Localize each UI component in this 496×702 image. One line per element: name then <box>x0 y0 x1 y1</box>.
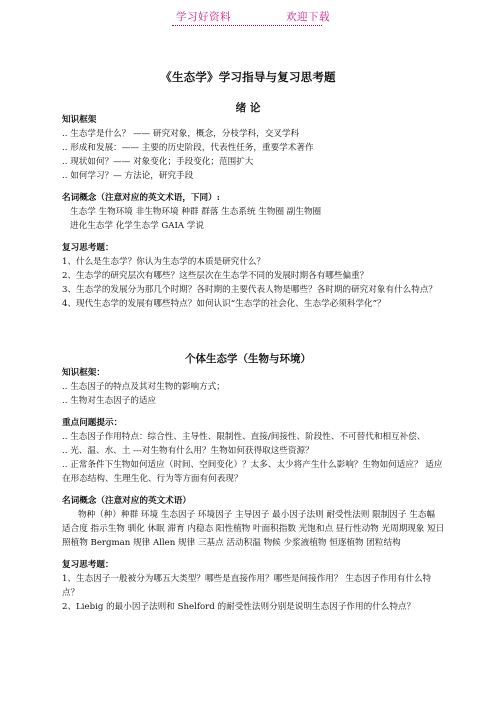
framework-item: .. 形成和发展：—— 主要的历史阶段，代表性任务，重要学术著作 <box>62 143 314 153</box>
review-question: 3、生态学的发展分为那几个时期？各时期的主要代表人物是哪些？各时期的研究对象有什么特点？ <box>62 285 438 295</box>
terms-heading: 名词概念（注意对应的英文术语） <box>62 496 191 506</box>
review-question: 2、生态学的研究层次有哪些？这些层次在生态学不同的发展时期各有哪些偏重？ <box>62 271 369 281</box>
page-header <box>0 9 496 29</box>
framework-item: .. 现状如何？—— 对象变化；手段变化；范围扩大 <box>62 157 254 167</box>
review-question: 1、什么是生态学？你认为生态学的本质是研究什么？ <box>62 257 266 267</box>
review-heading: 复习思考题： <box>62 560 114 570</box>
header-rule <box>172 25 322 26</box>
section-intro-body <box>62 113 446 311</box>
header-left-text: 学习好资料 <box>176 11 231 23</box>
document-title: 《生态学》学习指导与复习思考题 <box>160 70 336 84</box>
review-question: 1、生态因子一般被分为哪五大类型？哪些是直接作用？哪些是间接作用？ 生态因子作用有什么特点？ <box>62 574 432 598</box>
key-points-heading: 重点问题提示： <box>62 418 123 428</box>
framework-heading: 知识框架： <box>62 368 105 378</box>
framework-heading: 知识框架 <box>62 115 97 125</box>
terms-line: 进化生态学 化学生态学 GAIA 学说 <box>70 221 204 231</box>
review-heading: 复习思考题： <box>62 243 114 253</box>
framework-item: .. 生态因子的特点及其对生物的影响方式； <box>62 382 225 392</box>
framework-item: .. 如何学习？— 方法论，研究手段 <box>62 171 194 181</box>
framework-item: .. 生物对生态因子的适应 <box>62 396 157 406</box>
terms-line: 生态学 生物环境 非生物环境 种群 群落 生态系统 生物圈 副生物圈 <box>70 207 322 217</box>
review-question: 2、Liebig 的最小因子法则和 Shelford 的耐受性法则分别是说明生态因子作用的什么特点？ <box>62 602 416 612</box>
header-right-text: 欢迎下载 <box>286 11 330 23</box>
terms-paragraph: 物种（种）种群 环境 生态因子 环境因子 主导因子 最小因子法则 耐受性法则 限制因子 生态幅 适合度 指示生物 驯化 休眠 滞育 内稳态 阳性植物 叶面积指数 光饱和点 昼行性动物 光周期现象 短日照植物 Bergman 规律 Allen 规律 三基点 活动积温 物候 少浆液植物 恒逐植物 团粒结构 <box>62 510 445 548</box>
terms-heading: 名词概念（注意对应的英文术语，下同）: <box>62 193 220 203</box>
key-point: .. 正常条件下生物如何适应（时间、空间变化）？太多、太少将产生什么影响？生物如何适应？ 适应在形态结构、生理生化、行为等方面有何表现？ <box>62 460 443 484</box>
section-title-intro: 绪 论 <box>235 102 261 114</box>
section-title-individual-ecology: 个体生态学（生物与环境） <box>185 353 311 365</box>
section-individual-body <box>62 366 446 614</box>
key-point: .. 生态因子作用特点：综合性、主导性、限制性、直接/间接性、阶段性、不可替代和相互补偿、 <box>62 432 426 442</box>
key-point: .. 光、温、水、土 ---对生物有什么用？生物如何获得取这些资源？ <box>62 446 314 456</box>
review-question: 4、现代生态学的发展有哪些特点？如何认识“生态学的社会化、生态学必须科学化”？ <box>62 299 386 309</box>
framework-item: .. 生态学是什么？ —— 研究对象，概念，分枝学科，交叉学科 <box>62 129 300 139</box>
